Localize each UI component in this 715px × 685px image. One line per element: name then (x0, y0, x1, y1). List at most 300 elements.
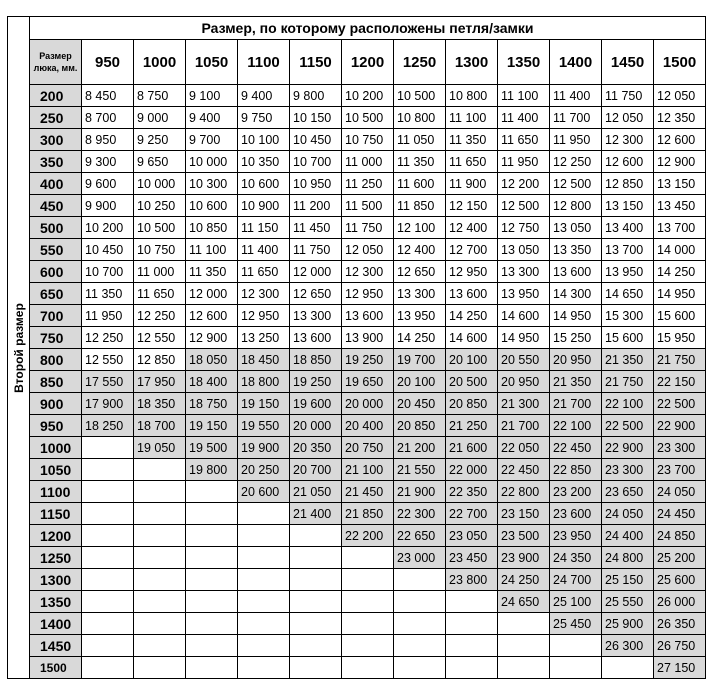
column-header: 1400 (550, 40, 602, 85)
table-cell: 13 450 (654, 195, 706, 217)
table-row (8, 217, 706, 239)
table-cell: 21 850 (342, 503, 394, 525)
table-cell: 11 450 (290, 217, 342, 239)
side-label: Второй размер (11, 302, 26, 393)
price-table (7, 16, 706, 679)
table-cell: 11 350 (394, 151, 446, 173)
table-cell: 12 550 (82, 349, 134, 371)
table-cell: 9 650 (134, 151, 186, 173)
table-cell (238, 613, 290, 635)
row-header: 1200 (30, 525, 82, 547)
row-header: 900 (30, 393, 82, 415)
table-cell: 12 000 (186, 283, 238, 305)
table-cell: 22 050 (498, 437, 550, 459)
table-cell: 22 150 (654, 371, 706, 393)
table-cell (498, 657, 550, 679)
table-cell: 8 750 (134, 85, 186, 107)
table-cell: 11 500 (342, 195, 394, 217)
table-row (8, 283, 706, 305)
table-cell: 20 400 (342, 415, 394, 437)
table-cell: 12 250 (134, 305, 186, 327)
table-cell: 12 600 (654, 129, 706, 151)
table-cell (134, 547, 186, 569)
table-cell: 11 700 (550, 107, 602, 129)
table-cell: 11 000 (342, 151, 394, 173)
table-cell: 11 650 (498, 129, 550, 151)
table-cell: 12 300 (342, 261, 394, 283)
table-cell: 14 600 (498, 305, 550, 327)
table-cell: 11 600 (394, 173, 446, 195)
table-cell: 11 250 (342, 173, 394, 195)
table-cell: 19 250 (342, 349, 394, 371)
table-cell: 13 600 (550, 261, 602, 283)
table-cell: 13 300 (394, 283, 446, 305)
table-cell (394, 635, 446, 657)
table-cell: 20 850 (394, 415, 446, 437)
table-cell (186, 525, 238, 547)
table-cell: 13 350 (550, 239, 602, 261)
table-cell: 12 150 (446, 195, 498, 217)
table-cell (82, 613, 134, 635)
table-cell: 10 700 (290, 151, 342, 173)
table-cell: 13 600 (342, 305, 394, 327)
table-cell: 10 150 (290, 107, 342, 129)
table-cell (134, 459, 186, 481)
table-cell (342, 547, 394, 569)
table-cell (342, 613, 394, 635)
table-cell: 10 700 (82, 261, 134, 283)
table-cell: 11 950 (550, 129, 602, 151)
table-cell: 19 550 (238, 415, 290, 437)
table-cell: 10 750 (342, 129, 394, 151)
row-header: 550 (30, 239, 82, 261)
table-cell: 18 700 (134, 415, 186, 437)
table-cell: 10 500 (134, 217, 186, 239)
table-row (8, 129, 706, 151)
table-cell: 20 600 (238, 481, 290, 503)
table-cell: 13 050 (550, 217, 602, 239)
table-cell: 12 500 (550, 173, 602, 195)
table-cell: 12 050 (342, 239, 394, 261)
table-cell (394, 569, 446, 591)
table-cell: 11 950 (82, 305, 134, 327)
table-cell (498, 635, 550, 657)
table-cell (446, 591, 498, 613)
table-row (8, 261, 706, 283)
table-cell (186, 547, 238, 569)
table-cell: 21 350 (602, 349, 654, 371)
table-row (8, 481, 706, 503)
row-header: 200 (30, 85, 82, 107)
table-cell: 18 350 (134, 393, 186, 415)
table-cell: 10 800 (446, 85, 498, 107)
table-row (8, 503, 706, 525)
table-cell: 11 050 (394, 129, 446, 151)
table-cell: 12 750 (498, 217, 550, 239)
table-cell: 10 500 (394, 85, 446, 107)
table-cell: 20 950 (498, 371, 550, 393)
table-cell (186, 591, 238, 613)
table-cell: 20 250 (238, 459, 290, 481)
table-cell: 23 650 (602, 481, 654, 503)
table-cell: 12 200 (498, 173, 550, 195)
table-cell: 14 000 (654, 239, 706, 261)
table-cell (394, 657, 446, 679)
table-cell: 13 700 (602, 239, 654, 261)
table-cell: 22 900 (654, 415, 706, 437)
column-header: 1200 (342, 40, 394, 85)
table-row (8, 613, 706, 635)
table-cell: 11 400 (498, 107, 550, 129)
table-cell: 23 800 (446, 569, 498, 591)
table-row (8, 547, 706, 569)
table-cell: 10 300 (186, 173, 238, 195)
table-cell: 18 850 (290, 349, 342, 371)
table-cell: 20 100 (446, 349, 498, 371)
table-cell: 17 900 (82, 393, 134, 415)
table-row (8, 151, 706, 173)
table-title: Размер, по которому расположены петля/замки (30, 17, 706, 40)
table-cell: 11 350 (446, 129, 498, 151)
table-cell (186, 613, 238, 635)
table-cell: 23 000 (394, 547, 446, 569)
table-cell: 12 950 (446, 261, 498, 283)
table-row (8, 415, 706, 437)
table-cell (82, 569, 134, 591)
table-cell: 25 550 (602, 591, 654, 613)
table-cell: 22 900 (602, 437, 654, 459)
table-cell: 11 950 (498, 151, 550, 173)
table-cell: 19 150 (238, 393, 290, 415)
table-row (8, 569, 706, 591)
table-cell: 12 500 (498, 195, 550, 217)
table-row (8, 107, 706, 129)
table-cell: 8 950 (82, 129, 134, 151)
table-cell: 12 600 (186, 305, 238, 327)
table-cell: 23 900 (498, 547, 550, 569)
table-cell: 24 350 (550, 547, 602, 569)
table-cell: 13 600 (290, 327, 342, 349)
table-cell (82, 459, 134, 481)
table-cell: 24 850 (654, 525, 706, 547)
table-cell: 12 300 (602, 129, 654, 151)
table-cell: 19 900 (238, 437, 290, 459)
table-cell: 21 100 (342, 459, 394, 481)
table-cell: 11 200 (290, 195, 342, 217)
table-cell (134, 569, 186, 591)
table-cell: 22 000 (446, 459, 498, 481)
table-cell: 21 550 (394, 459, 446, 481)
column-header: 1000 (134, 40, 186, 85)
table-cell: 14 950 (498, 327, 550, 349)
table-row (8, 305, 706, 327)
table-cell: 23 200 (550, 481, 602, 503)
table-cell: 12 900 (654, 151, 706, 173)
column-header: 1300 (446, 40, 498, 85)
table-cell: 10 450 (290, 129, 342, 151)
table-cell: 12 400 (394, 239, 446, 261)
table-cell: 19 500 (186, 437, 238, 459)
row-header: 1150 (30, 503, 82, 525)
table-cell: 12 250 (550, 151, 602, 173)
table-cell: 15 250 (550, 327, 602, 349)
table-cell: 12 350 (654, 107, 706, 129)
table-cell (550, 657, 602, 679)
table-row (8, 393, 706, 415)
table-cell: 20 750 (342, 437, 394, 459)
table-cell: 22 650 (394, 525, 446, 547)
table-row (8, 657, 706, 679)
table-cell: 22 850 (550, 459, 602, 481)
table-cell: 10 200 (82, 217, 134, 239)
table-row (8, 437, 706, 459)
table-cell: 10 900 (238, 195, 290, 217)
table-cell: 17 550 (82, 371, 134, 393)
table-cell: 9 250 (134, 129, 186, 151)
table-cell: 13 300 (498, 261, 550, 283)
table-cell: 22 450 (550, 437, 602, 459)
table-row (8, 173, 706, 195)
table-cell: 20 850 (446, 393, 498, 415)
row-header: 1400 (30, 613, 82, 635)
table-cell: 11 400 (550, 85, 602, 107)
table-cell: 21 250 (446, 415, 498, 437)
table-cell: 10 450 (82, 239, 134, 261)
table-cell: 25 600 (654, 569, 706, 591)
row-header: 1050 (30, 459, 82, 481)
table-cell: 13 150 (654, 173, 706, 195)
table-cell: 22 800 (498, 481, 550, 503)
table-row (8, 327, 706, 349)
table-cell: 15 600 (654, 305, 706, 327)
table-cell: 10 800 (394, 107, 446, 129)
table-cell: 24 400 (602, 525, 654, 547)
table-cell: 23 950 (550, 525, 602, 547)
table-cell: 12 800 (550, 195, 602, 217)
table-cell: 13 050 (498, 239, 550, 261)
table-cell (238, 657, 290, 679)
table-cell: 8 700 (82, 107, 134, 129)
table-cell: 19 150 (186, 415, 238, 437)
table-cell (342, 657, 394, 679)
table-cell: 24 450 (654, 503, 706, 525)
table-cell: 23 050 (446, 525, 498, 547)
table-cell: 25 150 (602, 569, 654, 591)
table-cell: 24 700 (550, 569, 602, 591)
table-cell: 19 050 (134, 437, 186, 459)
table-cell: 22 500 (602, 415, 654, 437)
table-cell: 10 200 (342, 85, 394, 107)
table-cell (394, 613, 446, 635)
table-cell (82, 591, 134, 613)
table-cell: 17 950 (134, 371, 186, 393)
row-header: 850 (30, 371, 82, 393)
row-header: 1300 (30, 569, 82, 591)
table-cell: 13 150 (602, 195, 654, 217)
table-cell (186, 635, 238, 657)
table-cell: 15 600 (602, 327, 654, 349)
table-cell (394, 591, 446, 613)
table-cell: 12 550 (134, 327, 186, 349)
table-cell: 25 200 (654, 547, 706, 569)
table-cell (82, 525, 134, 547)
table-cell: 21 200 (394, 437, 446, 459)
table-cell: 19 700 (394, 349, 446, 371)
column-header: 1100 (238, 40, 290, 85)
table-cell: 9 700 (186, 129, 238, 151)
row-header: 950 (30, 415, 82, 437)
table-cell: 21 450 (342, 481, 394, 503)
table-cell (82, 503, 134, 525)
table-cell (446, 635, 498, 657)
table-cell: 12 250 (82, 327, 134, 349)
table-cell (342, 569, 394, 591)
table-cell (290, 613, 342, 635)
table-cell (290, 657, 342, 679)
table-cell: 11 000 (134, 261, 186, 283)
table-cell: 9 000 (134, 107, 186, 129)
table-cell: 11 350 (186, 261, 238, 283)
table-row (8, 635, 706, 657)
row-header: 1250 (30, 547, 82, 569)
column-header: 1250 (394, 40, 446, 85)
table-cell (82, 635, 134, 657)
table-cell: 21 700 (498, 415, 550, 437)
table-row (8, 459, 706, 481)
table-cell: 22 700 (446, 503, 498, 525)
corner-label: Размер люка, мм. (30, 40, 82, 85)
table-cell (290, 547, 342, 569)
table-cell (134, 657, 186, 679)
table-cell: 12 850 (134, 349, 186, 371)
table-cell (238, 569, 290, 591)
table-cell: 13 950 (498, 283, 550, 305)
table-cell (446, 613, 498, 635)
table-cell: 13 950 (394, 305, 446, 327)
table-cell: 24 800 (602, 547, 654, 569)
table-cell: 10 350 (238, 151, 290, 173)
table-cell: 19 800 (186, 459, 238, 481)
table-cell: 9 900 (82, 195, 134, 217)
table-cell: 11 750 (342, 217, 394, 239)
table-cell: 14 250 (394, 327, 446, 349)
table-cell: 23 450 (446, 547, 498, 569)
row-header: 450 (30, 195, 82, 217)
table-cell: 21 050 (290, 481, 342, 503)
table-cell (238, 503, 290, 525)
table-cell: 10 000 (186, 151, 238, 173)
table-cell: 13 950 (602, 261, 654, 283)
table-row (8, 85, 706, 107)
row-header: 500 (30, 217, 82, 239)
table-cell: 21 750 (602, 371, 654, 393)
table-cell: 13 700 (654, 217, 706, 239)
table-cell (238, 525, 290, 547)
table-cell: 23 600 (550, 503, 602, 525)
table-cell: 20 700 (290, 459, 342, 481)
table-cell: 14 950 (550, 305, 602, 327)
table-cell: 10 850 (186, 217, 238, 239)
table-cell: 12 650 (394, 261, 446, 283)
table-cell: 10 500 (342, 107, 394, 129)
table-cell: 18 450 (238, 349, 290, 371)
row-header: 800 (30, 349, 82, 371)
table-cell (134, 613, 186, 635)
table-cell: 11 100 (186, 239, 238, 261)
table-cell (290, 635, 342, 657)
table-cell: 12 850 (602, 173, 654, 195)
table-cell: 19 600 (290, 393, 342, 415)
table-cell (186, 569, 238, 591)
table-cell: 12 300 (238, 283, 290, 305)
table-cell: 11 350 (82, 283, 134, 305)
table-cell (342, 635, 394, 657)
column-header: 1050 (186, 40, 238, 85)
row-header: 1450 (30, 635, 82, 657)
table-cell: 23 300 (654, 437, 706, 459)
table-cell: 15 300 (602, 305, 654, 327)
table-cell: 12 650 (290, 283, 342, 305)
table-cell: 8 450 (82, 85, 134, 107)
table-cell: 21 900 (394, 481, 446, 503)
table-cell: 20 550 (498, 349, 550, 371)
table-cell: 12 050 (602, 107, 654, 129)
column-header: 1350 (498, 40, 550, 85)
table-cell: 23 500 (498, 525, 550, 547)
table-cell: 24 250 (498, 569, 550, 591)
table-cell: 24 050 (602, 503, 654, 525)
table-cell (134, 481, 186, 503)
table-cell: 18 050 (186, 349, 238, 371)
table-cell: 9 100 (186, 85, 238, 107)
table-cell (82, 547, 134, 569)
column-header: 1500 (654, 40, 706, 85)
table-row (8, 525, 706, 547)
table-cell (238, 547, 290, 569)
row-header: 750 (30, 327, 82, 349)
table-cell: 25 100 (550, 591, 602, 613)
table-cell: 23 700 (654, 459, 706, 481)
table-cell: 10 600 (238, 173, 290, 195)
table-cell: 14 250 (654, 261, 706, 283)
table-cell: 23 300 (602, 459, 654, 481)
table-cell: 11 900 (446, 173, 498, 195)
table-cell: 10 250 (134, 195, 186, 217)
table-cell: 14 650 (602, 283, 654, 305)
table-cell: 26 750 (654, 635, 706, 657)
table-cell: 22 300 (394, 503, 446, 525)
table-cell (238, 591, 290, 613)
table-cell: 21 600 (446, 437, 498, 459)
table-cell: 18 750 (186, 393, 238, 415)
row-header: 350 (30, 151, 82, 173)
table-cell: 10 750 (134, 239, 186, 261)
table-row (8, 239, 706, 261)
table-cell: 19 250 (290, 371, 342, 393)
table-cell: 24 050 (654, 481, 706, 503)
table-cell: 10 600 (186, 195, 238, 217)
table-cell: 19 650 (342, 371, 394, 393)
table-cell: 27 150 (654, 657, 706, 679)
table-cell: 22 100 (550, 415, 602, 437)
table-cell (446, 657, 498, 679)
table-cell (238, 635, 290, 657)
table-cell (290, 591, 342, 613)
table-cell: 20 450 (394, 393, 446, 415)
table-cell: 9 800 (290, 85, 342, 107)
table-cell: 20 100 (394, 371, 446, 393)
row-header: 1100 (30, 481, 82, 503)
